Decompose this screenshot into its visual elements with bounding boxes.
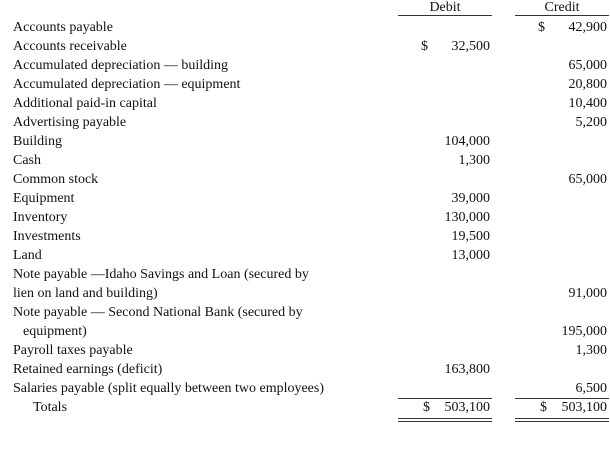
table-row [0,94,610,113]
debit-amount-cell [398,360,492,379]
table-row [0,322,610,341]
debit-amount-cell [398,341,492,360]
table-row [0,113,610,132]
credit-amount-cell [515,360,609,379]
credit-amount: 42,900 [568,20,607,35]
debit-amount-cell [398,37,492,56]
account-name: Accumulated depreciation — equipment [13,77,241,92]
debit-amount: 13,000 [451,248,490,263]
account-name: Building [13,134,63,149]
account-name: Land [13,248,42,263]
totals-label: Totals [33,400,68,415]
credit-amount-cell [515,265,609,284]
debit-amount-cell [398,379,492,398]
credit-amount: 6,500 [575,381,607,396]
currency-symbol: $ [421,39,428,54]
debit-amount-cell [398,284,492,303]
totals-row [0,398,610,417]
table-row [0,75,610,94]
table-row [0,227,610,246]
account-name: Additional paid-in capital [13,96,157,111]
total-credit-amount: 503,100 [561,400,607,415]
credit-amount-cell [515,189,609,208]
credit-amount-cell [515,151,609,170]
account-name: Advertising payable [13,115,127,130]
table-row [0,341,610,360]
table-row [0,56,610,75]
credit-amount-cell [515,322,609,341]
account-name: Accumulated depreciation — building [13,58,228,73]
credit-amount-cell [515,18,609,37]
account-name: Equipment [13,191,75,206]
table-row [0,37,610,56]
table-row [0,151,610,170]
credit-header-rule [515,15,609,16]
account-name: lien on land and building) [13,286,158,301]
credit-amount: 20,800 [568,77,607,92]
table-row [0,360,610,379]
total-debit-double-rule [398,418,492,422]
total-credit-double-rule [515,418,609,422]
table-row [0,189,610,208]
debit-amount-cell [398,227,492,246]
total-debit-cell [398,398,492,417]
account-name: equipment) [23,324,87,339]
credit-amount-cell [515,132,609,151]
credit-amount-cell [515,208,609,227]
account-name: Note payable — Second National Bank (secured by [13,305,303,320]
account-name: Inventory [13,210,68,225]
debit-amount: 32,500 [451,39,490,54]
debit-amount-cell [398,132,492,151]
credit-amount: 195,000 [561,324,607,339]
credit-amount: 65,000 [568,58,607,73]
debit-amount-cell [398,265,492,284]
account-name: Accounts payable [13,20,113,35]
table-row [0,170,610,189]
credit-amount-cell [515,284,609,303]
credit-amount: 10,400 [568,96,607,111]
credit-amount-cell [515,246,609,265]
account-name: Common stock [13,172,99,187]
credit-column-header: Credit [544,0,580,15]
total-credit-cell [515,398,609,417]
debit-amount: 163,800 [444,362,490,377]
account-name: Payroll taxes payable [13,343,133,358]
debit-amount: 130,000 [444,210,490,225]
currency-symbol: $ [423,400,430,415]
debit-amount-cell [398,170,492,189]
debit-header-rule [398,15,492,16]
table-row [0,246,610,265]
credit-amount-cell [515,341,609,360]
currency-symbol: $ [540,400,547,415]
account-name: Cash [13,153,41,168]
account-name: Salaries payable (split equally between two employees) [13,381,325,396]
debit-amount-cell [398,113,492,132]
debit-amount-cell [398,151,492,170]
account-name: Note payable —Idaho Savings and Loan (secured by [13,267,309,282]
debit-amount-cell [398,208,492,227]
debit-amount-cell [398,322,492,341]
credit-amount-cell [515,303,609,322]
trial-balance-table [0,18,610,417]
debit-amount: 1,300 [458,153,490,168]
account-name: Retained earnings (deficit) [13,362,163,377]
debit-amount: 39,000 [451,191,490,206]
debit-amount: 19,500 [451,229,490,244]
credit-amount-cell [515,170,609,189]
credit-amount-cell [515,75,609,94]
debit-column-header: Debit [429,0,461,15]
total-debit-amount: 503,100 [444,400,490,415]
credit-amount-cell [515,379,609,398]
debit-amount-cell [398,303,492,322]
credit-amount: 91,000 [568,286,607,301]
currency-symbol: $ [538,20,545,35]
total-debit-rule [398,398,492,399]
debit-amount: 104,000 [444,134,490,149]
credit-amount: 5,200 [575,115,607,130]
table-row [0,18,610,37]
credit-amount-cell [515,56,609,75]
credit-amount-cell [515,94,609,113]
credit-amount-cell [515,227,609,246]
total-credit-rule [515,398,609,399]
credit-amount: 65,000 [568,172,607,187]
debit-amount-cell [398,189,492,208]
credit-amount-cell [515,37,609,56]
debit-amount-cell [398,94,492,113]
table-row [0,379,610,398]
table-row [0,265,610,284]
debit-amount-cell [398,56,492,75]
account-name: Investments [13,229,81,244]
table-row [0,303,610,322]
debit-amount-cell [398,246,492,265]
table-row [0,132,610,151]
credit-amount: 1,300 [575,343,607,358]
debit-amount-cell [398,18,492,37]
account-name: Accounts receivable [13,39,127,54]
table-row [0,284,610,303]
table-row [0,208,610,227]
credit-amount-cell [515,113,609,132]
debit-amount-cell [398,75,492,94]
